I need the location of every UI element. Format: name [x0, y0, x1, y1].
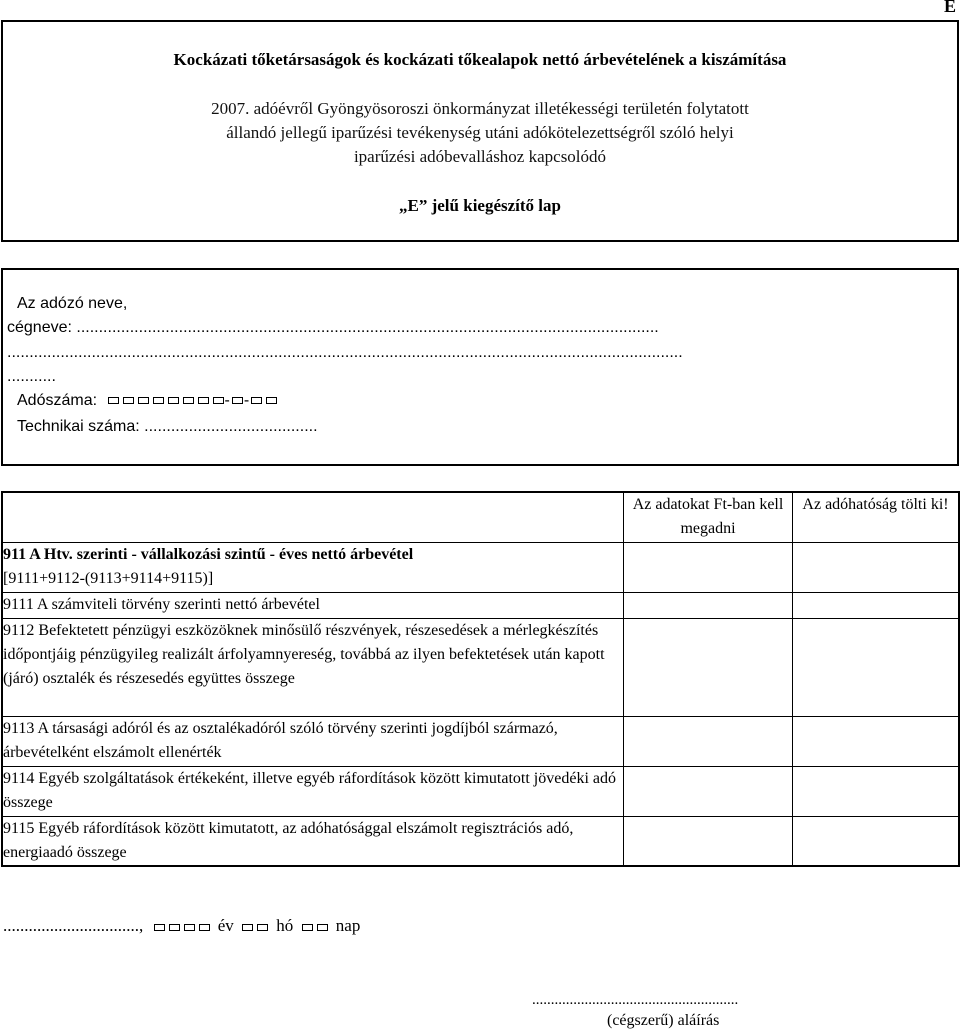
authority-911	[793, 542, 960, 592]
tax-number-boxes[interactable]: - -	[108, 392, 282, 409]
col-authority-header: Az adóhatóság tölti ki!	[793, 492, 960, 542]
day-boxes[interactable]	[302, 916, 332, 935]
month-label: hó	[276, 916, 294, 935]
authority-9114	[793, 766, 960, 816]
value-9114[interactable]	[624, 766, 793, 816]
taxpayer-box	[1, 268, 959, 466]
year-label: év	[217, 916, 234, 935]
row-9112: 9112 Befektetett pénzügyi eszközöknek minősülő részvények, részesedések a mérlegkészítés időpontjáig pénzügyileg realizált árfolyamnyereség, továbbá az ilyen befektetések után kapott (járó) osztalék és részesedés együttes összege	[2, 618, 624, 716]
subtitle-line-3: iparűzési adóbevalláshoz kapcsolódó	[353, 147, 607, 166]
row-911-code: 911 A Htv.	[3, 545, 73, 563]
tax-number-row[interactable]	[17, 392, 281, 410]
row-911-text: szerinti - vállalkozási szintű - éves nettó árbevétel	[72, 545, 414, 563]
taxpayer-name-label: Az adózó neve,	[17, 295, 128, 312]
month-boxes[interactable]	[242, 916, 272, 935]
day-label: nap	[335, 916, 361, 935]
subtitle-line-2: állandó jellegű iparűzési tevékenység utáni adókötelezettségről szóló helyi	[226, 123, 734, 142]
year-boxes[interactable]	[154, 916, 214, 935]
technical-number-field[interactable]: Technikai száma: .......................................	[17, 418, 318, 435]
company-name-continuation[interactable]: ........................................................................................................................................................	[7, 344, 683, 361]
tax-number-label: Adószáma:	[17, 392, 98, 409]
row-9115: 9115 Egyéb ráfordítások között kimutatott, az adóhatósággal elszámolt regisztrációs adó, energiaadó összege	[2, 816, 624, 866]
company-name-end[interactable]: ...........	[7, 368, 56, 385]
header-box	[1, 20, 959, 242]
revenue-table	[1, 491, 960, 867]
form-letter-e: E	[943, 0, 956, 16]
col-ft-header: Az adatokat Ft-ban kell megadni	[624, 492, 793, 542]
sheet-title: „E” jelű kiegészítő lap	[399, 196, 561, 215]
row-911	[2, 542, 624, 592]
place-field[interactable]: ................................,	[3, 916, 144, 935]
subtitle-line-1: 2007. adóévről Gyöngyösoroszi önkormányzat illetékességi területén folytatott	[211, 99, 749, 118]
row-9114: 9114 Egyéb szolgáltatások értékeként, illetve egyéb ráfordítások között kimutatott jövedéki adó összege	[2, 766, 624, 816]
value-9115[interactable]	[624, 816, 793, 866]
date-line[interactable]	[3, 916, 360, 936]
form-title: Kockázati tőketársaságok és kockázati tőkealapok nettó árbevételének a kiszámítása	[173, 50, 787, 69]
row-911-formula: [9111+9112-(9113+9114+9115)]	[3, 569, 214, 587]
value-9111[interactable]	[624, 592, 793, 618]
row-9111: 9111 A számviteli törvény szerinti nettó árbevétel	[2, 592, 624, 618]
company-name-field[interactable]: cégneve: ...................................................................................................................................	[7, 319, 659, 336]
authority-9111	[793, 592, 960, 618]
authority-9112	[793, 618, 960, 716]
authority-9113	[793, 716, 960, 766]
value-911[interactable]	[624, 542, 793, 592]
signature-field[interactable]: .......................................................	[532, 992, 739, 1008]
signature-label: (cégszerű) aláírás	[607, 1012, 720, 1029]
value-9113[interactable]	[624, 716, 793, 766]
authority-9115	[793, 816, 960, 866]
row-9113: 9113 A társasági adóról és az osztalékadóról szóló törvény szerinti jogdíjból származó, árbevételként elszámolt ellenérték	[2, 716, 624, 766]
value-9112[interactable]	[624, 618, 793, 716]
